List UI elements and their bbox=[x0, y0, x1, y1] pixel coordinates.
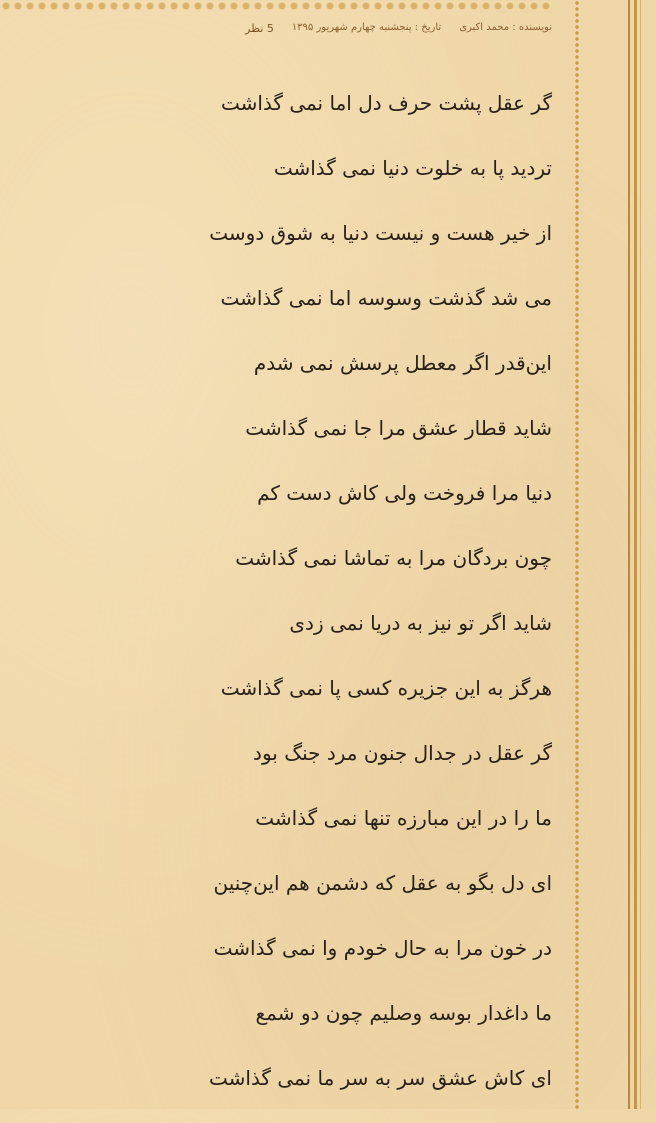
poem-verse: شاید قطار عشق مرا جا نمی گذاشت bbox=[245, 416, 552, 440]
poem-verse: از خیر هست و نیست دنیا به شوق دوست bbox=[209, 221, 552, 245]
decorative-dotted-divider bbox=[574, 0, 580, 1109]
poem-verse: ما داغدار بوسه وصلیم چون دو شمع bbox=[255, 1001, 552, 1025]
poem-verse: ای کاش عشق سر به سر ما نمی گذاشت bbox=[208, 1066, 552, 1090]
frame-line bbox=[628, 0, 630, 1109]
frame-line bbox=[634, 0, 637, 1109]
poem-verse: گر عقل در جدال جنون مرد جنگ بود bbox=[253, 741, 552, 765]
poem-verse: چون بردگان مرا به تماشا نمی گذاشت bbox=[235, 546, 552, 570]
poem-verse: شاید اگر تو نیز به دریا نمی زدی bbox=[289, 611, 552, 635]
poem-body bbox=[200, 83, 552, 1123]
frame-line bbox=[640, 0, 641, 1109]
poem-verse: ای دل بگو به عقل که دشمن هم این‌چنین bbox=[213, 871, 552, 895]
poem-verse: این‌قدر اگر معطل پرسش نمی شدم bbox=[253, 351, 552, 375]
comments-link[interactable]: 5 نظر bbox=[245, 22, 274, 35]
post-author: نویسنده : محمد اکبری bbox=[459, 22, 552, 33]
post-meta bbox=[245, 22, 552, 38]
decorative-top-border bbox=[0, 0, 552, 12]
poem-verse: هرگز به این جزیره کسی پا نمی گذاشت bbox=[220, 676, 552, 700]
poem-verse: می شد گذشت وسوسه اما نمی گذاشت bbox=[220, 286, 552, 310]
poem-verse: دنیا مرا فروخت ولی کاش دست کم bbox=[257, 481, 552, 505]
post-date: تاریخ : پنجشنبه چهارم شهریور ۱۳۹۵ bbox=[291, 22, 442, 33]
poem-verse: ما را در این مبارزه تنها نمی گذاشت bbox=[255, 806, 552, 830]
poem-verse: تردید پا به خلوت دنیا نمی گذاشت bbox=[273, 156, 552, 180]
poem-verse: در خون مرا به حال خودم وا نمی گذاشت bbox=[213, 936, 552, 960]
poem-verse: گر عقل پشت حرف دل اما نمی گذاشت bbox=[220, 91, 552, 115]
